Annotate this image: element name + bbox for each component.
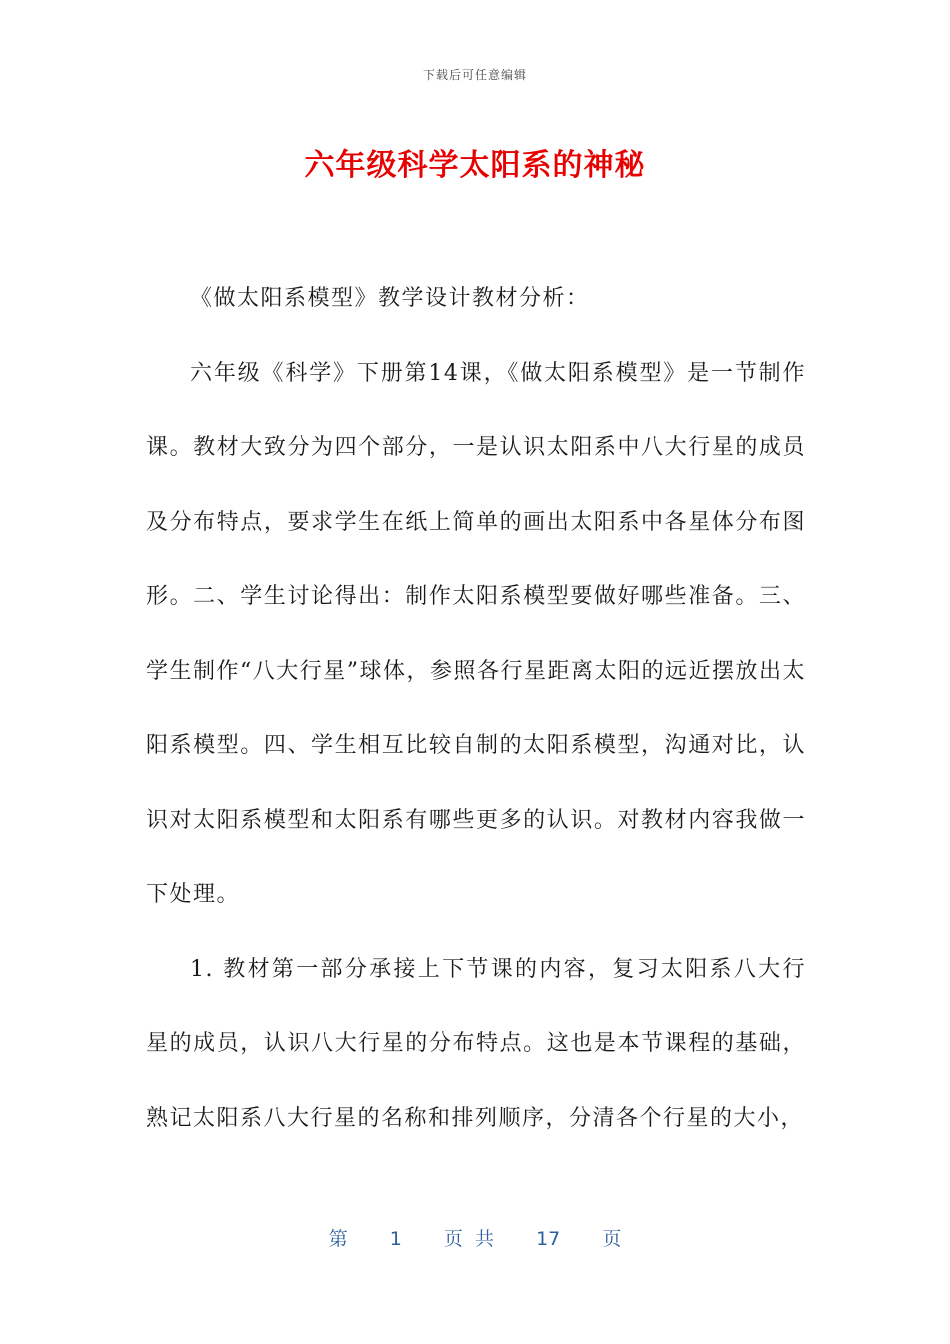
footer-page-prefix: 第 bbox=[328, 1228, 348, 1250]
footer-total-pages: 17 bbox=[536, 1228, 561, 1250]
footer-page-middle: 页 共 bbox=[443, 1228, 494, 1250]
footer-page-suffix: 页 bbox=[602, 1228, 622, 1250]
footer-current-page: 1 bbox=[389, 1228, 402, 1250]
paragraph-analysis: 六年级《科学》下册第14课，《做太阳系模型》是一节制作课。教材大致分为四个部分，一是认识太阳系中八大行星的成员及分布特点，要求学生在纸上简单的画出太阳系中各星体分布图形。二、学生讨论得出：制作太阳系模型要做好哪些准备。三、学生制作“八大行星”球体，参照各行星距离太阳的远近摆放出太阳系模型。四、学生相互比较自制的太阳系模型，沟通对比，认识对太阳系模型和太阳系有哪些更多的认识。对教材内容我做一下处理。 bbox=[146, 360, 806, 907]
document-body bbox=[146, 262, 806, 1156]
header-note: 下载后可任意编辑 bbox=[422, 68, 527, 82]
paragraph-point-1: 1. 教材第一部分承接上下节课的内容，复习太阳系八大行星的成员，认识八大行星的分布特点。这也是本节课程的基础，熟记太阳系八大行星的名称和排列顺序，分清各个行星的大小， bbox=[146, 956, 806, 1131]
paragraph-intro: 《做太阳系模型》教学设计教材分析： bbox=[190, 286, 590, 311]
page-footer bbox=[0, 1224, 950, 1251]
document-title: 六年级科学太阳系的神秘 bbox=[304, 148, 646, 183]
